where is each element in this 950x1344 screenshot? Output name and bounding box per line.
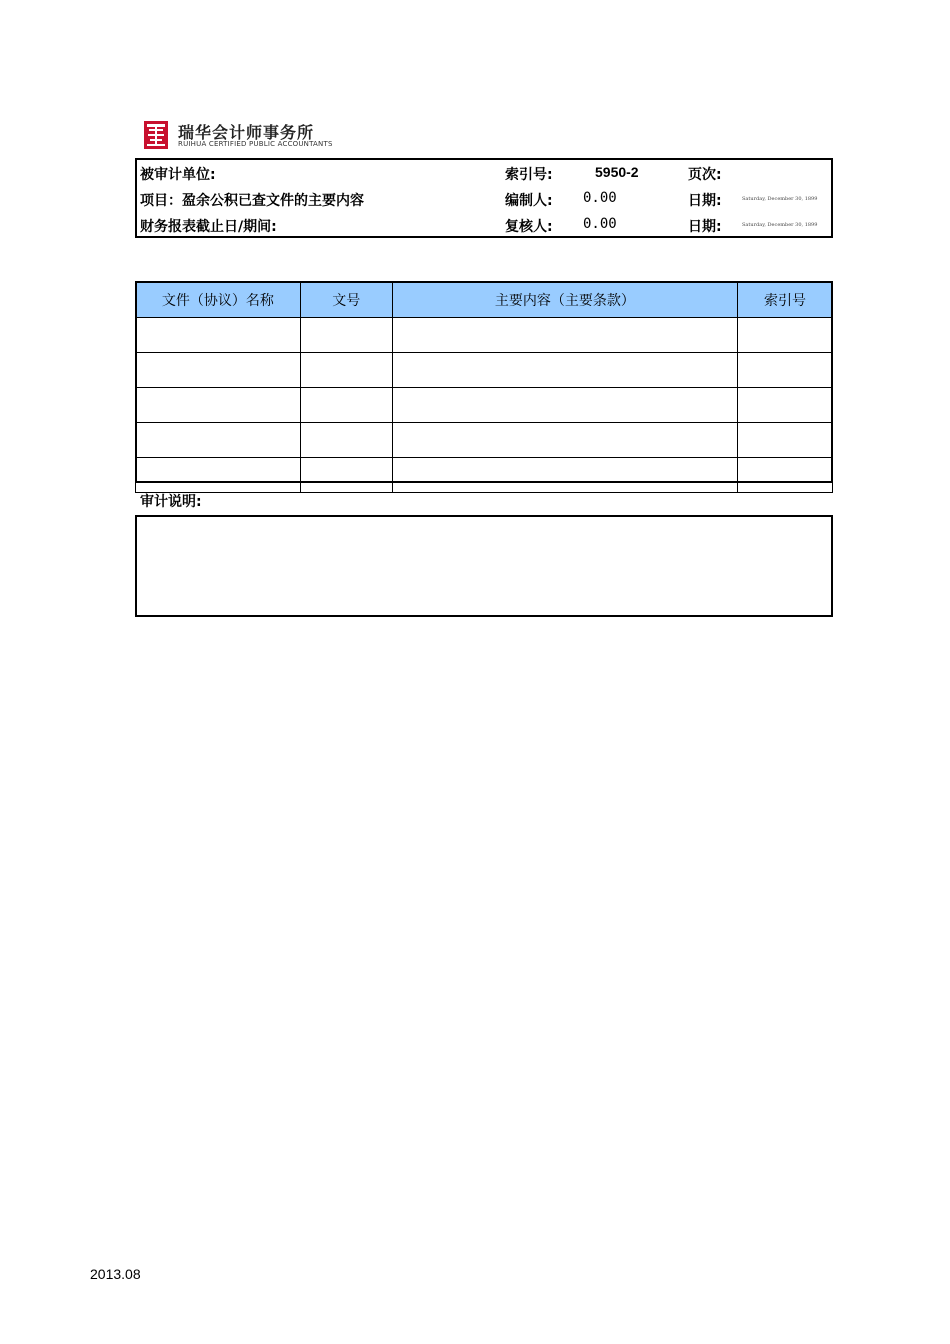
index-value: 5950-2 bbox=[595, 164, 639, 180]
firm-name-en: RUIHUA CERTIFIED PUBLIC ACCOUNTANTS bbox=[178, 140, 333, 148]
table-cell[interactable] bbox=[136, 388, 301, 423]
date-label-prepared: 日期: bbox=[688, 193, 722, 209]
table-cell[interactable] bbox=[136, 353, 301, 388]
table-cell[interactable] bbox=[136, 423, 301, 458]
preparer-value: 0.00 bbox=[583, 190, 617, 206]
table-cell[interactable] bbox=[300, 423, 392, 458]
firm-logo-icon bbox=[143, 120, 169, 150]
firm-logo bbox=[143, 118, 343, 152]
workpaper-header bbox=[135, 158, 833, 238]
table-cell[interactable] bbox=[738, 353, 833, 388]
table-cell[interactable] bbox=[136, 458, 301, 493]
date-label-reviewed: 日期: bbox=[688, 219, 722, 235]
audit-notes-box[interactable] bbox=[135, 515, 833, 617]
column-header-document-name: 文件（协议）名称 bbox=[136, 282, 301, 318]
table-cell[interactable] bbox=[738, 318, 833, 353]
table-cell[interactable] bbox=[300, 388, 392, 423]
table-cell[interactable] bbox=[392, 458, 737, 493]
audited-unit-label: 被审计单位: bbox=[140, 167, 216, 183]
table-row bbox=[136, 388, 833, 423]
table-cell[interactable] bbox=[300, 353, 392, 388]
table-cell[interactable] bbox=[738, 388, 833, 423]
preparer-label: 编制人: bbox=[505, 193, 553, 209]
date-value-prepared: Saturday, December 30, 1899 bbox=[742, 196, 818, 202]
table-cell[interactable] bbox=[136, 318, 301, 353]
table-cell[interactable] bbox=[392, 318, 737, 353]
table-cell[interactable] bbox=[738, 458, 833, 493]
table-header-row bbox=[136, 282, 833, 318]
project-label: 项目：盈余公积已查文件的主要内容 bbox=[140, 193, 364, 209]
firm-name-cn: 瑞华会计师事务所 bbox=[178, 123, 315, 142]
column-header-main-content: 主要内容（主要条款） bbox=[392, 282, 737, 318]
documents-table bbox=[135, 281, 833, 493]
table-cell[interactable] bbox=[392, 423, 737, 458]
table-cell[interactable] bbox=[738, 423, 833, 458]
column-header-index: 索引号 bbox=[738, 282, 833, 318]
audit-notes-label: 审计说明: bbox=[140, 494, 202, 510]
version-footer: 2013.08 bbox=[90, 1266, 141, 1282]
table-row bbox=[136, 458, 833, 493]
table-cell[interactable] bbox=[392, 388, 737, 423]
index-label: 索引号: bbox=[505, 167, 553, 183]
table-row bbox=[136, 353, 833, 388]
reviewer-value: 0.00 bbox=[583, 216, 617, 232]
period-label: 财务报表截止日/期间: bbox=[140, 219, 277, 235]
table-cell[interactable] bbox=[392, 353, 737, 388]
page-label: 页次: bbox=[688, 167, 722, 183]
table-row bbox=[136, 318, 833, 353]
column-header-document-number: 文号 bbox=[300, 282, 392, 318]
date-value-reviewed: Saturday, December 30, 1899 bbox=[742, 222, 818, 228]
reviewer-label: 复核人: bbox=[505, 219, 553, 235]
table-row bbox=[136, 423, 833, 458]
table-cell[interactable] bbox=[300, 318, 392, 353]
table-cell[interactable] bbox=[300, 458, 392, 493]
